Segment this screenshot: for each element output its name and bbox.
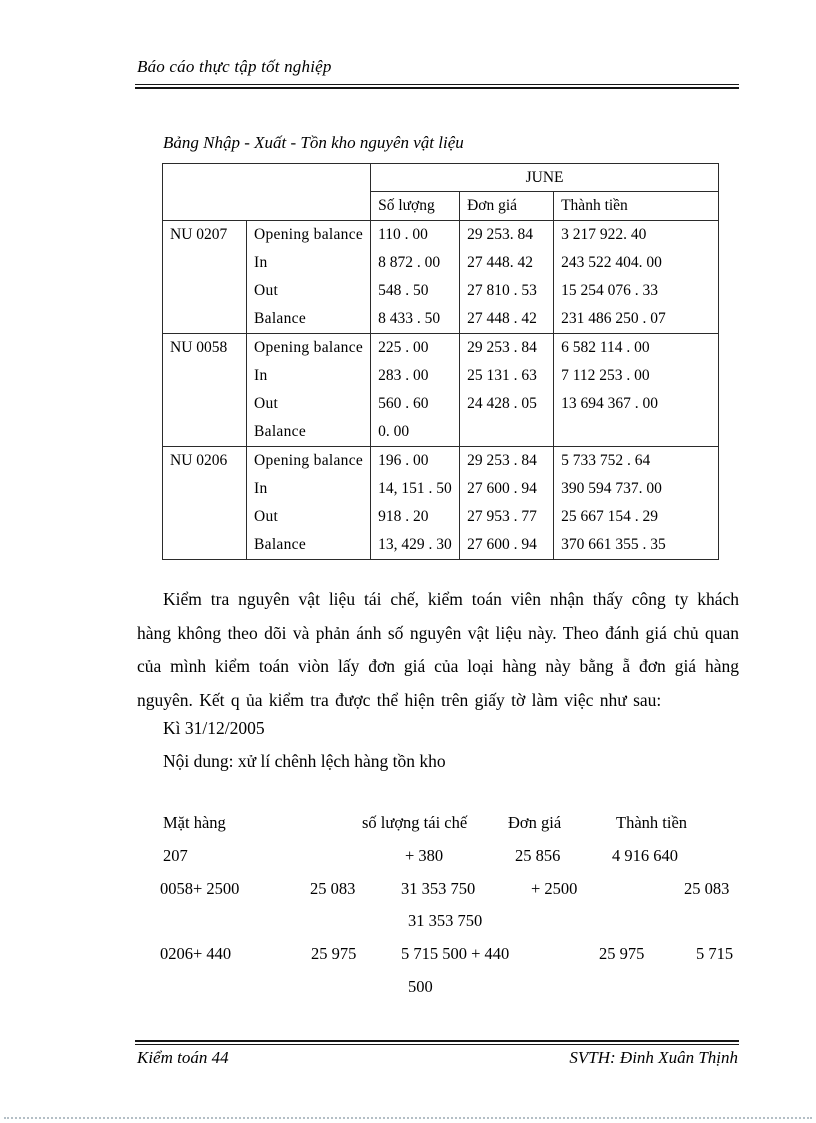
amount-value: 15 254 076 . 33	[561, 282, 658, 299]
price-value	[467, 418, 546, 446]
amount-value: 390 594 737. 00	[561, 480, 662, 497]
qty-value: 0. 00	[378, 423, 410, 440]
qty-value: 918 . 20	[378, 508, 429, 525]
ws-cell: 500	[408, 977, 433, 996]
ws-cell: 5 715	[696, 944, 734, 963]
column-header-qty: Số lượng	[371, 192, 460, 221]
ws-cell: 31 353 750	[408, 911, 483, 930]
row-label: Balance	[254, 536, 307, 553]
ws-header-qty: số lượng tái chế	[362, 813, 468, 832]
row-label: In	[254, 254, 268, 271]
price-value: 29 253 . 84	[467, 452, 537, 469]
row-label: Balance	[254, 423, 307, 440]
price-value: 29 253 . 84	[467, 339, 537, 356]
price-value: 24 428 . 05	[467, 395, 537, 412]
price-cell	[460, 334, 554, 447]
amount-value: 231 486 250 . 07	[561, 310, 666, 327]
page-bottom-dotted-line	[4, 1117, 812, 1119]
ws-header-price: Đơn giá	[508, 813, 562, 832]
amount-value: 6 582 114 . 00	[561, 339, 650, 356]
qty-value: 283 . 00	[378, 367, 429, 384]
row-labels	[247, 221, 371, 334]
qty-value: 110 . 00	[378, 226, 428, 243]
ws-header-item: Mặt hàng	[163, 813, 226, 832]
qty-cell	[371, 334, 460, 447]
inventory-table	[162, 163, 719, 560]
table-caption: Bảng Nhập - Xuất - Tồn kho nguyên vật liệu	[163, 133, 464, 152]
row-label: In	[254, 480, 268, 497]
row-labels	[247, 334, 371, 447]
amount-cell	[554, 221, 719, 334]
price-cell	[460, 447, 554, 560]
price-value: 27 448 . 42	[467, 310, 537, 327]
worksheet	[0, 810, 816, 1010]
amount-value: 243 522 404. 00	[561, 254, 662, 271]
qty-value: 8 872 . 00	[378, 254, 441, 271]
ws-cell: 25 856	[515, 846, 561, 865]
row-label: Out	[254, 395, 279, 412]
ws-cell: 5 715 500 + 440	[401, 944, 510, 963]
amount-value: 25 667 154 . 29	[561, 508, 658, 525]
amount-cell	[554, 334, 719, 447]
column-header-price: Đơn giá	[460, 192, 554, 221]
ws-cell: 0058+ 2500	[160, 879, 240, 898]
price-value: 27 448. 42	[467, 254, 533, 271]
qty-cell	[371, 447, 460, 560]
row-label: Opening balance	[254, 226, 364, 243]
ws-cell: + 380	[405, 846, 444, 865]
period-line: Kì 31/12/2005	[163, 718, 265, 738]
qty-value: 548 . 50	[378, 282, 429, 299]
amount-cell	[554, 447, 719, 560]
price-value: 25 131 . 63	[467, 367, 537, 384]
amount-value: 3 217 922. 40	[561, 226, 647, 243]
qty-value: 8 433 . 50	[378, 310, 441, 327]
row-label: Balance	[254, 310, 307, 327]
ws-header-amount: Thành tiền	[616, 813, 688, 832]
table-row-nu0206	[163, 447, 719, 560]
price-value: 29 253. 84	[467, 226, 533, 243]
amount-value	[561, 418, 711, 446]
ws-cell: 25 083	[684, 879, 730, 898]
ws-cell: 31 353 750	[401, 879, 476, 898]
price-value: 27 600 . 94	[467, 480, 537, 497]
table-row-nu0207	[163, 221, 719, 334]
row-label: In	[254, 367, 268, 384]
empty-corner-cell	[163, 164, 371, 221]
content-line: Nội dung: xử lí chênh lệch hàng tồn kho	[163, 751, 446, 771]
ws-cell: 25 083	[310, 879, 356, 898]
item-code: NU 0058	[163, 334, 247, 447]
amount-value: 7 112 253 . 00	[561, 367, 650, 384]
amount-value: 5 733 752 . 64	[561, 452, 651, 469]
qty-value: 225 . 00	[378, 339, 429, 356]
footer-right: SVTH: Đinh Xuân Thịnh	[569, 1048, 738, 1067]
amount-value: 370 661 355 . 35	[561, 536, 666, 553]
row-label: Opening balance	[254, 452, 364, 469]
header-rule	[135, 84, 739, 89]
footer-rule	[135, 1040, 739, 1045]
table-row-nu0058	[163, 334, 719, 447]
price-cell	[460, 221, 554, 334]
ws-cell: 25 975	[599, 944, 645, 963]
qty-value: 196 . 00	[378, 452, 429, 469]
ws-cell: 207	[163, 846, 188, 865]
ws-cell: 25 975	[311, 944, 357, 963]
price-value: 27 953 . 77	[467, 508, 537, 525]
ws-cell: 4 916 640	[612, 846, 678, 865]
month-header-cell: JUNE	[371, 164, 719, 192]
item-code: NU 0206	[163, 447, 247, 560]
row-label: Opening balance	[254, 339, 364, 356]
row-label: Out	[254, 282, 279, 299]
ws-cell: + 2500	[531, 879, 578, 898]
qty-cell	[371, 221, 460, 334]
amount-value: 13 694 367 . 00	[561, 395, 658, 412]
qty-value: 13, 429 . 30	[378, 536, 452, 553]
row-labels	[247, 447, 371, 560]
row-label: Out	[254, 508, 279, 525]
ws-cell: 0206+ 440	[160, 944, 232, 963]
price-value: 27 600 . 94	[467, 536, 537, 553]
table-row	[163, 164, 719, 192]
qty-value: 560 . 60	[378, 395, 429, 412]
price-value: 27 810 . 53	[467, 282, 537, 299]
column-header-amount: Thành tiền	[554, 192, 719, 221]
footer-left: Kiểm toán 44	[137, 1048, 229, 1067]
qty-value: 14, 151 . 50	[378, 480, 452, 497]
body-paragraph: Kiểm tra nguyên vật liệu tái chế, kiểm toán viên nhận thấy công ty khách hàng không theo dõi và phản ánh số nguyên vật liệu này. Theo đánh giá chủ quan của mình kiểm toán viòn lấy đơn giá của loại hàng này bằng ẵ đơn giá hàng nguyên. Kết q ủa kiểm tra được thể hiện trên giấy tờ làm việc như sau:	[137, 589, 739, 710]
item-code: NU 0207	[163, 221, 247, 334]
running-header: Báo cáo thực tập tốt nghiệp	[137, 57, 332, 76]
